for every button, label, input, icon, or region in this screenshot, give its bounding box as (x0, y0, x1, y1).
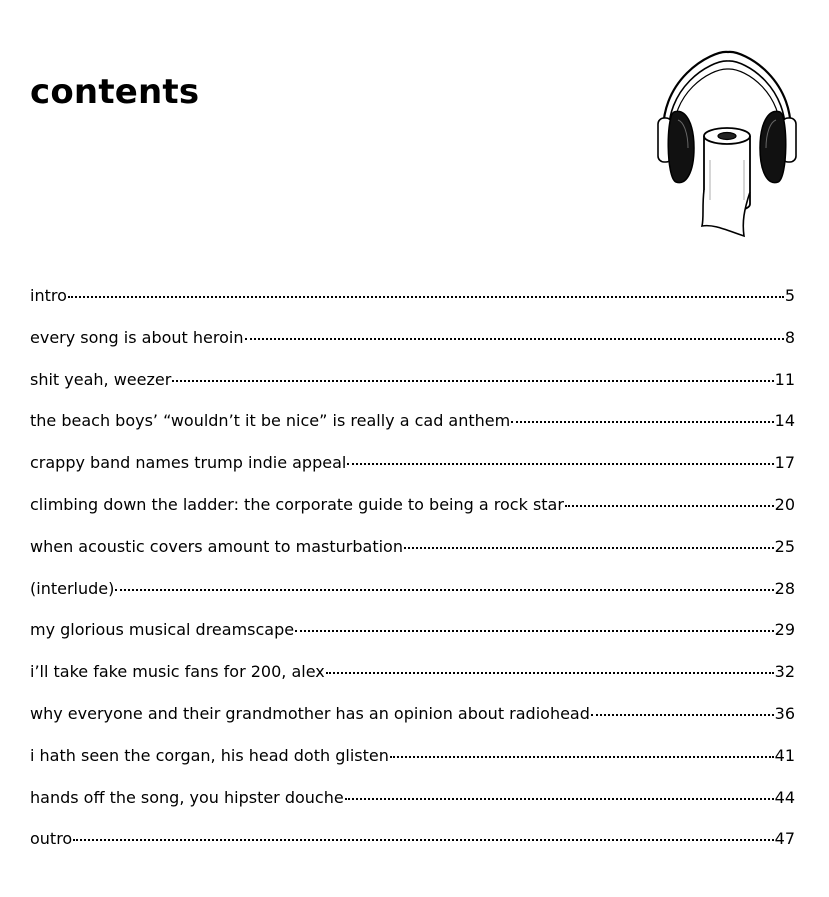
toc-entry-page: 32 (774, 662, 795, 682)
toc-entry-page: 29 (774, 620, 795, 640)
toc-entry-page: 11 (774, 369, 795, 389)
toc-entry-title: outro (30, 829, 73, 849)
dot-leader (390, 754, 774, 758)
toc-entry-title: the beach boys’ “wouldn’t it be nice” is really a cad anthem (30, 411, 511, 431)
toc-entry-title: climbing down the ladder: the corporate guide to being a rock star (30, 494, 564, 514)
toc-entry-page: 8 (784, 327, 795, 347)
toc-entry[interactable] (30, 492, 795, 534)
toc-entry[interactable] (30, 534, 795, 576)
toc-entry-page: 14 (774, 411, 795, 431)
toc-entry-page: 5 (784, 286, 795, 305)
dot-leader (565, 503, 774, 507)
toc-entry-title: shit yeah, weezer (30, 369, 172, 389)
toc-entry-title: why everyone and their grandmother has an opinion about radiohead (30, 703, 590, 723)
toc-entry-title: hands off the song, you hipster douche (30, 787, 344, 807)
toc-entry-page: 25 (774, 536, 795, 556)
table-of-contents (30, 283, 795, 868)
toc-entry[interactable] (30, 283, 795, 325)
dot-leader (591, 712, 774, 716)
toc-entry-title: intro (30, 286, 67, 305)
toc-entry[interactable] (30, 826, 795, 868)
toc-entry[interactable] (30, 743, 795, 785)
toc-entry-page: 17 (774, 453, 795, 473)
toc-entry[interactable] (30, 576, 795, 618)
toc-entry-page: 44 (774, 787, 795, 807)
toc-entry[interactable] (30, 367, 795, 409)
toc-entry-page: 41 (774, 745, 795, 765)
toc-entry-page: 20 (774, 494, 795, 514)
toc-entry[interactable] (30, 617, 795, 659)
dot-leader (347, 461, 773, 465)
toc-entry-title: (interlude) (30, 578, 115, 598)
toc-entry[interactable] (30, 408, 795, 450)
toc-entry-title: when acoustic covers amount to masturbation (30, 536, 403, 556)
toc-entry-page: 28 (774, 578, 795, 598)
toc-entry[interactable] (30, 785, 795, 827)
toc-entry-title: crappy band names trump indie appeal (30, 453, 347, 473)
toc-entry-page: 47 (774, 829, 795, 849)
dot-leader (326, 670, 774, 674)
dot-leader (172, 378, 773, 382)
dot-leader (73, 837, 773, 841)
toc-entry-title: every song is about heroin (30, 327, 244, 347)
toc-entry-title: my glorious musical dreamscape (30, 620, 295, 640)
dot-leader (68, 294, 784, 298)
toc-entry[interactable] (30, 325, 795, 367)
toc-entry[interactable] (30, 450, 795, 492)
dot-leader (404, 545, 774, 549)
page-title: contents (30, 72, 200, 112)
toc-entry-title: i hath seen the corgan, his head doth glisten (30, 745, 389, 765)
toc-entry-page: 36 (774, 703, 795, 723)
dot-leader (115, 587, 773, 591)
dot-leader (345, 796, 774, 800)
toc-entry[interactable] (30, 659, 795, 701)
dot-leader (295, 628, 774, 632)
toc-entry[interactable] (30, 701, 795, 743)
dot-leader (245, 336, 784, 340)
headphones-on-toilet-paper-roll-icon (652, 50, 802, 242)
dot-leader (511, 419, 773, 423)
toc-entry-title: i’ll take fake music fans for 200, alex (30, 662, 325, 682)
